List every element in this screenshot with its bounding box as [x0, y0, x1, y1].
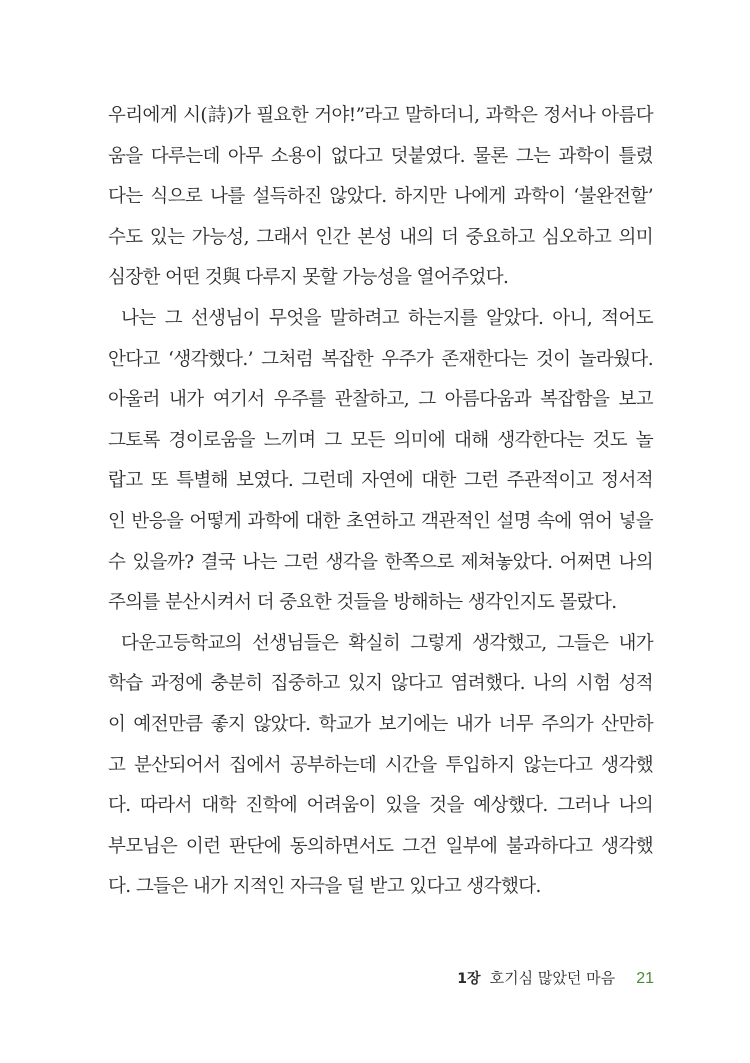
chapter-title: 호기심 많았던 마음	[489, 969, 616, 987]
body-text	[108, 96, 653, 908]
text-line: 그토록 경이로움을 느끼며 그 모든 의미에 대해 생각한다는 것도 놀	[108, 429, 653, 451]
text-line: 다운고등학교의 선생님들은 확실히 그렇게 생각했고, 그들은 내가	[121, 632, 653, 654]
text-line: 아울러 내가 여기서 우주를 관찰하고, 그 아름다움과 복잡함을 보고	[108, 389, 653, 411]
page-number: 21	[636, 970, 654, 987]
text-line: 다. 그들은 내가 지적인 자극을 덜 받고 있다고 생각했다.	[108, 876, 541, 898]
text-line: 수 있을까? 결국 나는 그런 생각을 한쪽으로 제쳐놓았다. 어쩌면 나의	[108, 551, 653, 573]
text-line: 인 반응을 어떻게 과학에 대한 초연하고 객관적인 설명 속에 엮어 넣을	[108, 510, 653, 532]
text-line: 학습 과정에 충분히 집중하고 있지 않다고 염려했다. 나의 시험 성적	[108, 673, 653, 695]
text-line: 안다고 ‘생각했다.’ 그처럼 복잡한 우주가 존재한다는 것이 놀라웠다.	[108, 348, 653, 370]
text-line: 다는 식으로 나를 설득하진 않았다. 하지만 나에게 과학이 ‘불완전할’	[108, 186, 653, 208]
text-line: 심장한 어떤 것與 다루지 못할 가능성을 열어주었다.	[108, 267, 509, 289]
text-line: 수도 있는 가능성, 그래서 인간 본성 내의 더 중요하고 심오하고 의미	[108, 226, 653, 248]
text-line: 움을 다루는데 아무 소용이 없다고 덧붙였다. 물론 그는 과학이 틀렸	[108, 145, 653, 167]
text-line: 랍고 또 특별해 보였다. 그런데 자연에 대한 그런 주관적이고 정서적	[108, 470, 653, 492]
paragraph-3	[108, 624, 653, 908]
running-footer	[457, 968, 654, 989]
text-line: 나는 그 선생님이 무엇을 말하려고 하는지를 알았다. 아니, 적어도	[121, 307, 653, 329]
text-line: 부모님은 이런 판단에 동의하면서도 그건 일부에 불과하다고 생각했	[108, 835, 653, 857]
text-line: 우리에게 시(詩)가 필요한 거야!”라고 말하더니, 과학은 정서나 아름다	[108, 105, 653, 126]
chapter-label: 1장	[457, 971, 481, 987]
text-line: 주의를 분산시켜서 더 중요한 것들을 방해하는 생각인지도 몰랐다.	[108, 592, 617, 614]
paragraph-2	[108, 299, 653, 624]
text-line: 다. 따라서 대학 진학에 어려움이 있을 것을 예상했다. 그러나 나의	[108, 795, 653, 817]
text-line: 이 예전만큼 좋지 않았다. 학교가 보기에는 내가 너무 주의가 산만하	[108, 713, 653, 735]
text-line: 고 분산되어서 집에서 공부하는데 시간을 투입하지 않는다고 생각했	[108, 754, 653, 776]
paragraph-1	[108, 96, 653, 299]
